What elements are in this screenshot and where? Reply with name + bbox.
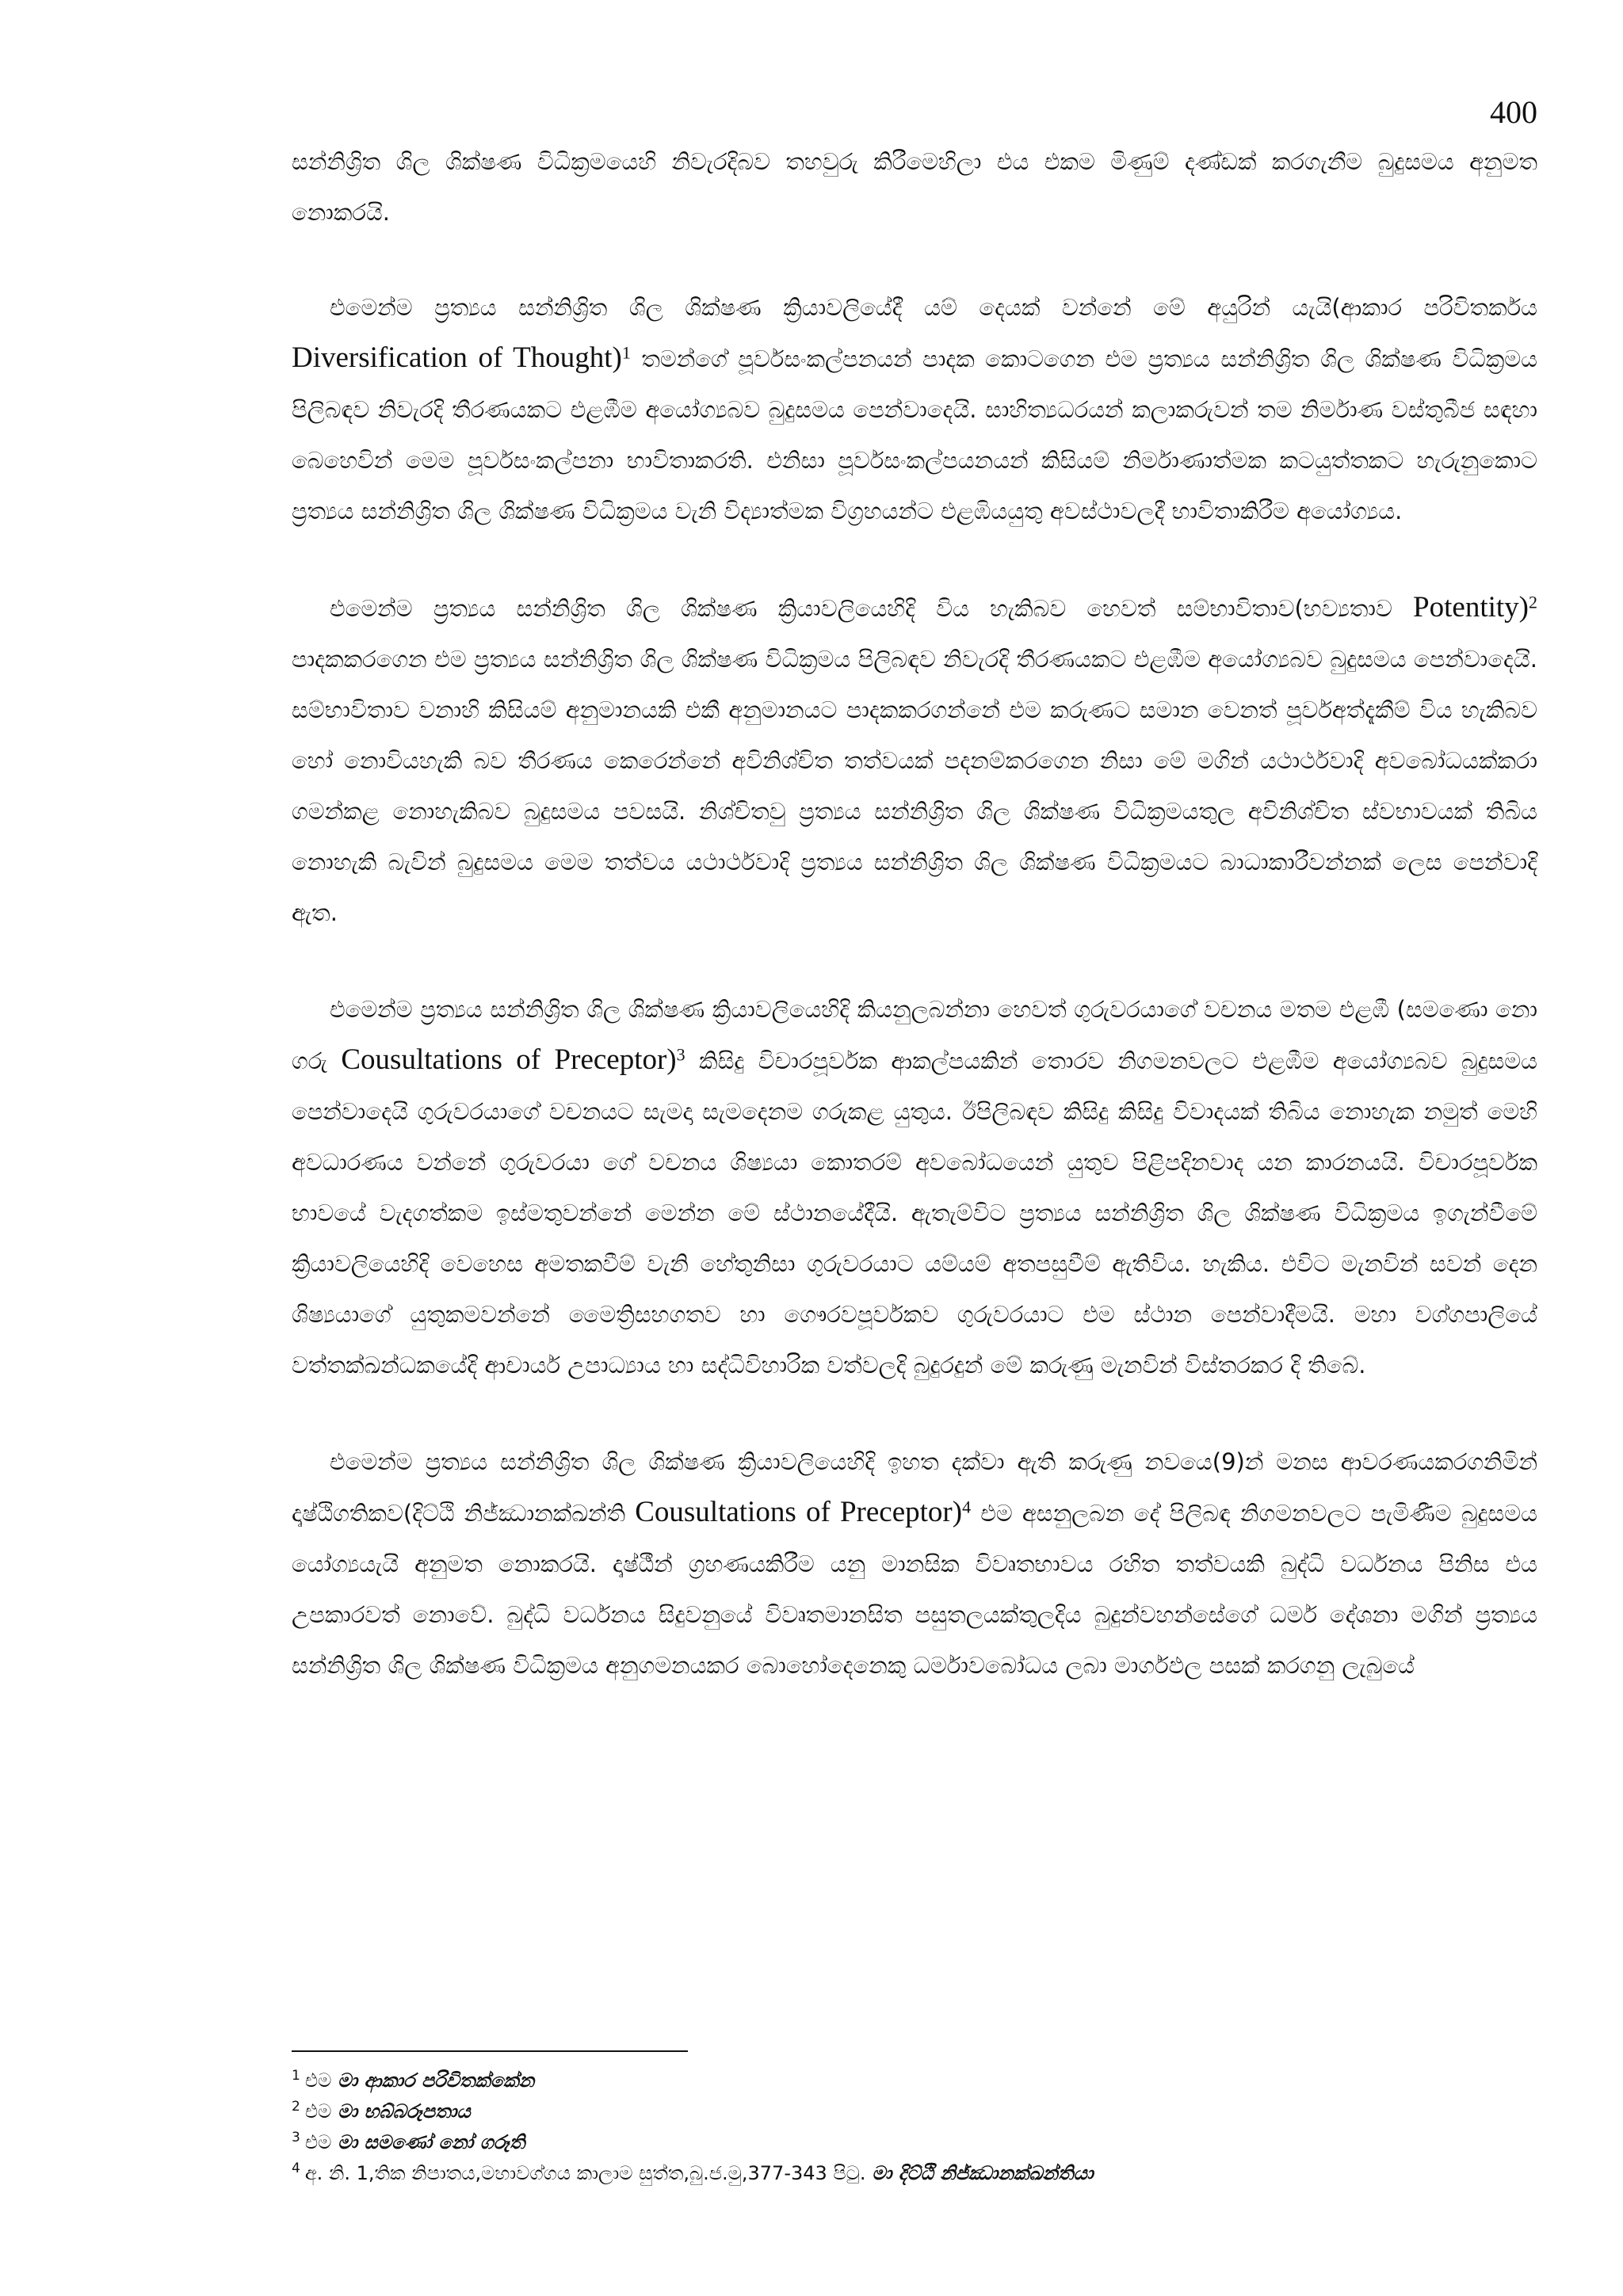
paragraph-4: එමෙන්ම ප්‍රත්‍යය සන්නිශ්‍රිත ශිල ශික්ෂණ ක්‍රියාවලියෙහිදි කියනුලබන්නා හෙවත් ගුරුවරයාගේ වචනය මතම එළඹී (සමණො නො ගරු Cousultations of Preceptor)$^3$ කිසිදු විචාරපූර්වක ආකල්පයකින් තොරව නිගමනවලට එළඹීම අයෝග්‍යබව බුදුසමය පෙන්වාදෙයි ගුරුවරයාගේ වචනයට සැමදා සැමදෙනම ගරුකළ යුතුය. ඊපිලිබඳව කිසිදු කිසිදු විවාදයක් තිබිය නොහැක නමුත් මෙහි අවධාරණය වන්නේ ගුරුවරයා ගේ වචනය ශිෂ්‍යයා කොතරම් අවබෝධයෙන් යුතුව පිළිපදිනවාද යන කාරනයයි. විචාරපූර්වක භාවයේ වැදගත්කම ඉස්මතුවන්නේ මෙන්න මේ ස්ථානයේදීයි. ඇතැම්විට ප්‍රත්‍යය සන්නිශ්‍රිත ශිල ශික්ෂණ විධික්‍රමය ඉගැන්වීමේ ක්‍රියාවලියෙහිදි වෙහෙස අමතකවීම් වැනි හේතුනිසා ගුරුවරයාට යම්යම් අතපසුවීම් ඇතිවිය. හැකිය. එවිට මැනවින් සවන් දෙන ශිෂ්‍යයාගේ යුතුකමවන්නේ මෛත්‍රිසහගතව හා ගෞරවපූර්වකව ගුරුවරයාට එම ස්ථාන පෙන්වාදීමයි. මහා වග්ගපාලියේ වත්තක්ඛන්ධකයේදි ආචාර්ය උපාධ්‍යාය හා සද්ධිවිහාරික වත්වලදි බුදුරදුන් මේ කරුණු මැනවින් විස්තරකර දි තිබේ.	[292, 996, 1538, 1379]
paragraph-2: එමෙන්ම ප්‍රත්‍යය සන්නිශ්‍රිත ශිල ශික්ෂණ ක්‍රියාවලියේදී යම් දෙයක් වන්නේ මේ අයුරින් යැයි(ආකාර පරිවිතර්කය Diversification of Thought)$^1$ තමන්ගේ පූර්වසංකල්පනයන් පාදක කොටගෙන එම ප්‍රත්‍යය සන්නිශ්‍රිත ශිල ශික්ෂණ විධික්‍රමය පිලිබඳව නිවැරදි තීරණයකට එළඹීම අයෝග්‍යබව බුදුසමය පෙන්වාදෙයි. සාහිත්‍යධරයන් කලාකරුවන් තම නිර්මාණ වස්තුබීජ සඳහා බෙහෙවින් මෙම පූර්වසංකල්පනා භාවිතාකරති. එනිසා පූර්වසංකල්පයනයන් කිසියම් නිර්මාණාත්මක කටයුත්තකට හැරුනුකොට ප්‍රත්‍යය සන්නිශ්‍රිත ශිල ශික්ෂණ විධික්‍රමය වැනි විද්‍යාත්මක විග්‍රහයන්ට එළඹියයුතු අවස්ථාවලදී භාවිතාකිරීම අයෝග්‍යය.	[292, 294, 1537, 524]
paragraph-1: සන්නිශ්‍රිත ශිල ශික්ෂණ විධික්‍රමයෙහි නිවැරදිබව තහවුරු කිරීමෙහිලා එය එකම මිණුම් දණ්ඩක් කරගැනීම බුදුසමය අනුමත නොකරයි.	[292, 148, 1537, 226]
paragraph-3: එමෙන්ම ප්‍රත්‍යය සන්නිශ්‍රිත ශිල ශික්ෂණ ක්‍රියාවලියෙහිදි විය හැකිබව හෙවත් සම්භාවිතාව(භව්‍යතාව Potentity)$^2$ පාදකකරගෙන එම ප්‍රත්‍යය සන්නිශ්‍රිත ශිල ශික්ෂණ විධික්‍රමය පිලිබඳව නිවැරදි තීරණයකට එළඹීම අයෝග්‍යබව බුදුසමය පෙන්වාදෙයි. සම්භාවිතාව වනාහි කිසියම් අනුමානයකි එකී අනුමානයට පාදකකරගන්නේ එම කරුණට සමාන වෙනත් පූර්වඅත්දැකීම් විය හැකිබව හෝ නොවියහැකි බව තීරණය කෙරෙන්නේ අවිනිශ්චිත තත්වයක් පදනම්කරගෙන නිසා මේ මගින් යථාර්ථවාදි අවබෝධයක්කරා ගමන්කළ නොහැකිබව බුදුසමය පවසයි. නිශ්චිතවු ප්‍රත්‍යය සන්නිශ්‍රිත ශිල ශික්ෂණ විධික්‍රමයතුල අවිනිශ්චිත ස්වභාවයක් තිබිය නොහැකි බැවින් බුදුසමය මෙම තත්වය යථාර්ථවාදි ප්‍රත්‍යය සන්නිශ්‍රිත ශිල ශික්ෂණ විධික්‍රමයට බාධාකාරීවන්නක් ලෙස පෙන්වාදි ඇත.	[292, 591, 1537, 926]
footnote-1: $^1$ එම මා ආකාර පරිවිතක්කේන	[292, 2068, 535, 2092]
page-number: 400	[1490, 94, 1537, 130]
footnote-3: $^3$ එම මා සමණෝ නෝ ගරූති	[292, 2130, 525, 2153]
footnote-ref-2: 2	[1529, 592, 1537, 612]
footnote-ref-3: 3	[676, 1044, 685, 1065]
paragraph-5: එමෙන්ම ප්‍රත්‍යය සන්නිශ්‍රිත ශිල ශික්ෂණ ක්‍රියාවලියෙහිදි ඉහත දක්වා ඇති කරුණු නවයෙ(9)න් මනස ආවරණයකරගනිමින් දෘෂ්ඨිගතිකව(දිට්ඨි නිජ්ඣානක්ඛන්ති Cousultations of Preceptor)$^4$ එම අසනුලබන දේ පිලිබඳ නිගමනවලට පැමිණීම බුදුසමය යෝග්‍යයැයි අනුමත නොකරයි. දෘෂ්ඨීන් ග්‍රහණයකිරීම යනු මානසික විවෘතභාවය රහිත තත්වයකි බුද්ධි වර්ධනය පිනිස එය උපකාරවත් නොවේ. බුද්ධි වර්ධනය සිදුවනුයේ විවෘතමානසිත පසුතලයක්තුලදිය බුදුන්වහන්සේගේ ධර්ම දේශනා මගින් ප්‍රත්‍යය සන්නිශ්‍රිත ශිල ශික්ෂණ විධික්‍රමය අනුගමනයකර බොහෝදෙනෙකු ධර්මාවබෝධය ලබා මාර්ගඵල පසක් කරගනු ලැබුයේ	[292, 1448, 1537, 1679]
footnote-4: $^4$ අ. නි. 1,තික නිපාතය,මහාවග්ගය කාලාම සුත්ත,බු.ජ.මු,377-343 පිටු. මා දිට්ඨි නිජ්ඣානක්ඛන්තියා	[292, 2161, 1094, 2184]
body-text	[292, 136, 1537, 1737]
footnotes	[292, 2063, 1537, 2187]
footnote-separator	[292, 2050, 688, 2052]
footnote-2: $^2$ එම මා භබ්බරූපතාය	[292, 2099, 471, 2122]
footnote-ref-4: 4	[962, 1497, 972, 1517]
footnote-ref-1: 1	[621, 342, 631, 363]
